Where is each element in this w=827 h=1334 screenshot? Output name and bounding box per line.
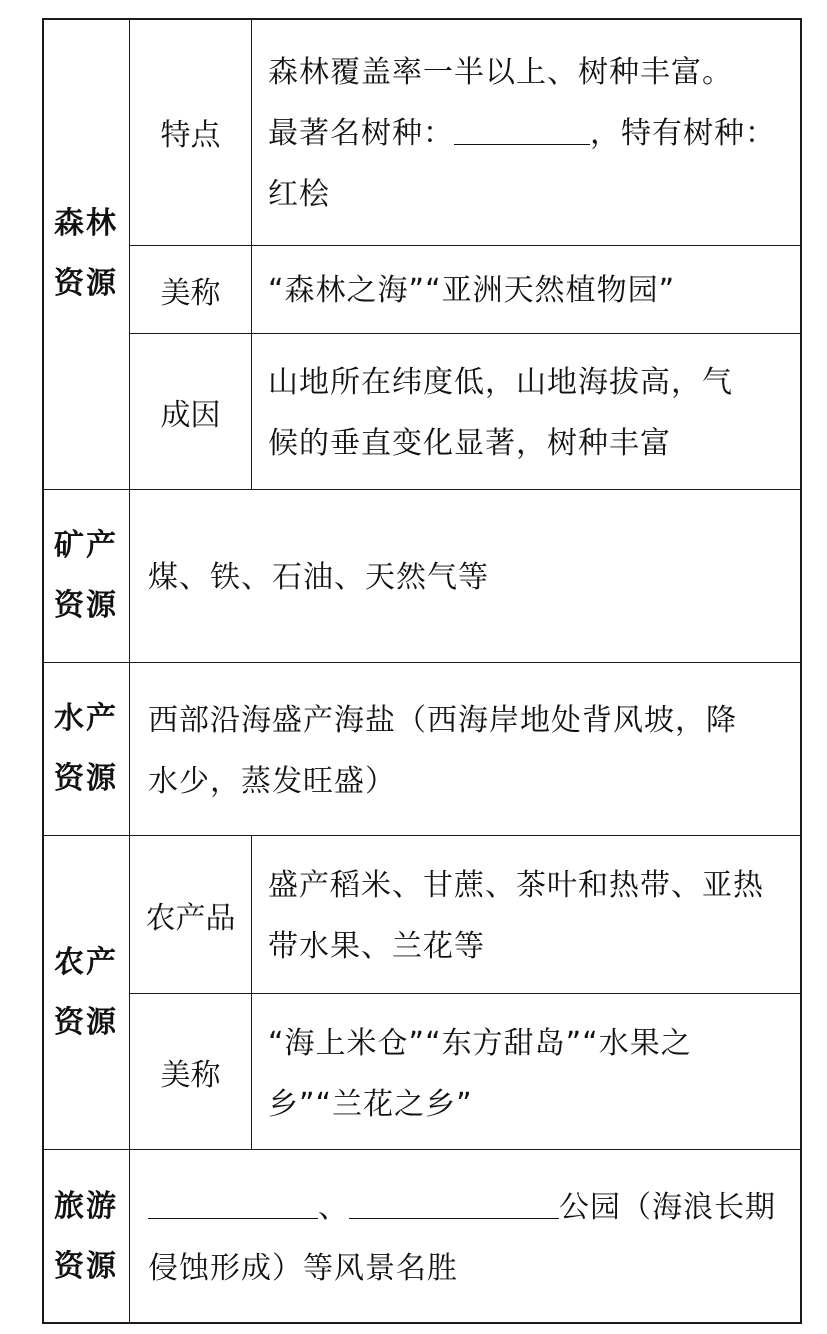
aquatic-line2: 水少，蒸发旺盛） (148, 764, 396, 799)
row-divider (42, 1149, 802, 1150)
category-aquatic-line1: 水产 (54, 701, 118, 736)
answer-blank (454, 114, 590, 145)
column-divider (251, 18, 252, 489)
category-mineral-line1: 矿产 (54, 528, 118, 563)
category-tourism (43, 1150, 129, 1324)
category-forest (43, 18, 129, 489)
forest-features-line2-prefix: 最著名树种： (268, 116, 454, 151)
category-tourism-line1: 旅游 (54, 1189, 118, 1224)
forest-features-line2 (268, 103, 798, 164)
answer-blank (349, 1188, 559, 1219)
tourism-line1-suffix: 公园（海浪长期 (559, 1190, 776, 1225)
forest-cause-label: 成因 (160, 397, 221, 433)
forest-cause-line1: 山地所在纬度低，山地海拔高，气 (268, 365, 733, 400)
agri-products-line2: 带水果、兰花等 (268, 929, 485, 964)
tourism-line1 (148, 1177, 798, 1238)
forest-features-line3: 红桧 (268, 177, 330, 212)
forest-features-line2-suffix: ，特有树种： (590, 116, 776, 151)
agri-nickname-label: 美称 (160, 1057, 221, 1093)
tourism-text (148, 1177, 798, 1299)
agri-products-label: 农产品 (145, 900, 236, 936)
forest-cause-line2: 候的垂直变化显著，树种丰富 (268, 426, 671, 461)
agri-nickname-text (268, 1013, 798, 1135)
category-forest-line1: 森林 (54, 205, 118, 241)
tourism-line2: 侵蚀形成）等风景名胜 (148, 1251, 458, 1286)
category-forest-line2: 资源 (54, 265, 118, 301)
forest-features-label: 特点 (160, 117, 221, 153)
agri-nickname-line2: 乡”“兰花之乡” (268, 1087, 473, 1122)
forest-cause-text (268, 352, 798, 474)
category-aquatic (43, 663, 129, 835)
forest-nickname-label: 美称 (160, 275, 221, 311)
category-agriculture (43, 836, 129, 1149)
agri-nickname-line1: “海上米仓”“东方甜岛”“水果之 (268, 1026, 692, 1061)
agri-products-text (268, 855, 798, 977)
column-divider (251, 835, 252, 1149)
forest-features-line1: 森林覆盖率一半以上、树种丰富。 (268, 55, 733, 90)
aquatic-line1: 西部沿海盛产海盐（西海岸地处背风坡，降 (148, 703, 737, 738)
category-mineral (43, 490, 129, 662)
row-divider (42, 489, 802, 490)
agri-products-line1: 盛产稻米、甘蔗、茶叶和热带、亚热 (268, 868, 764, 903)
row-divider (42, 662, 802, 663)
category-agriculture-line1: 农产 (54, 944, 118, 980)
forest-nickname-text: “森林之海”“亚洲天然植物园” (268, 273, 676, 308)
tourism-separator: 、 (318, 1190, 349, 1225)
category-agriculture-line2: 资源 (54, 1004, 118, 1040)
category-mineral-line2: 资源 (54, 588, 118, 623)
aquatic-text (148, 690, 798, 812)
forest-features-text (268, 42, 798, 225)
category-tourism-line2: 资源 (54, 1249, 118, 1284)
category-aquatic-line2: 资源 (54, 761, 118, 796)
answer-blank (148, 1188, 318, 1219)
mineral-text: 煤、铁、石油、天然气等 (148, 560, 489, 595)
